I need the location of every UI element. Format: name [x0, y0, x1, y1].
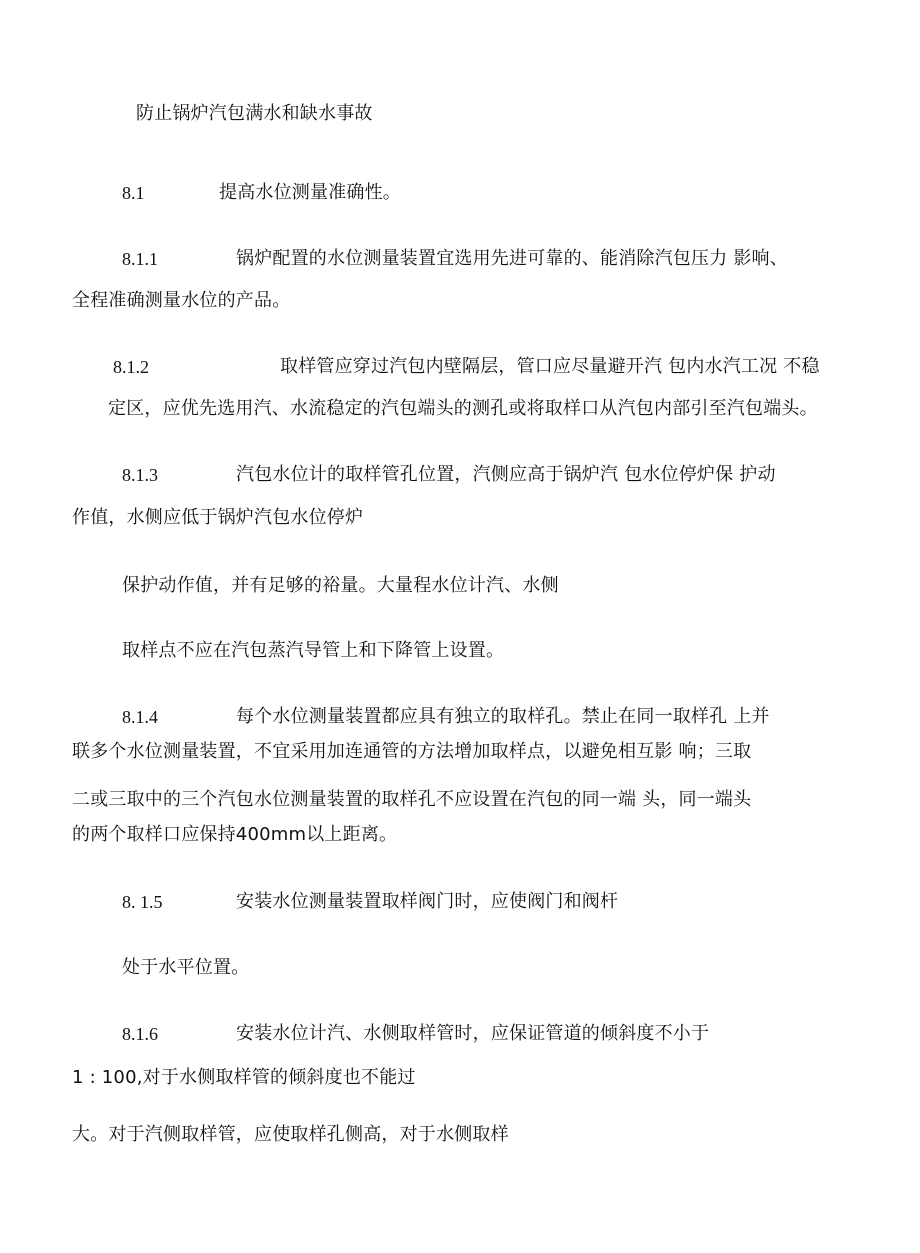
section-number-8-1-4: 8.1.4: [122, 707, 158, 727]
section-8-1-3-line-2: 作值，水侧应低于锅炉汽包水位停炉: [72, 507, 364, 528]
section-8-1-5-line-2: 处于水平位置。: [122, 957, 250, 978]
section-8-1-4-line-1: 每个水位测量装置都应具有独立的取样孔。禁止在同一取样孔 上并: [236, 706, 770, 727]
section-8-1-1-line-1: 锅炉配置的水位测量装置宜选用先进可靠的、能消除汽包压力 影响、: [236, 248, 788, 269]
section-8-1-text: 提高水位测量准确性。: [219, 182, 401, 203]
document-title: 防止锅炉汽包满水和缺水事故: [136, 103, 373, 124]
section-8-1-3-line-4: 取样点不应在汽包蒸汽导管上和下降管上设置。: [122, 640, 505, 661]
section-8-1-4-line-3: 二或三取中的三个汽包水位测量装置的取样孔不应设置在汽包的同一端 头，同一端头: [72, 789, 752, 810]
section-8-1-2-line-1: 取样管应穿过汽包内壁隔层，管口应尽量避开汽 包内水汽工况 不稳: [280, 356, 820, 377]
section-number-8-1: 8.1: [122, 183, 145, 203]
section-8-1-1-line-2: 全程准确测量水位的产品。: [72, 290, 291, 311]
section-number-8-1-3: 8.1.3: [122, 465, 158, 485]
section-8-1-3-line-3: 保护动作值，并有足够的裕量。大量程水位计汽、水侧: [122, 575, 559, 596]
section-8-1-6-line-1: 安装水位计汽、水侧取样管时，应保证管道的倾斜度不小于: [236, 1023, 710, 1044]
section-number-8-1-5: 8. 1.5: [122, 892, 163, 912]
section-8-1-4-line-4: 的两个取样口应保持400mm以上距离。: [72, 824, 398, 845]
section-8-1-2-line-2: 定区，应优先选用汽、水流稳定的汽包端头的测孔或将取样口从汽包内部引至汽包端头。: [108, 398, 818, 419]
section-number-8-1-6: 8.1.6: [122, 1024, 158, 1044]
section-8-1-3-line-1: 汽包水位计的取样管孔位置，汽侧应高于锅炉汽 包水位停炉保 护动: [236, 464, 776, 485]
section-number-8-1-2: 8.1.2: [113, 357, 149, 377]
section-8-1-5-line-1: 安装水位测量装置取样阀门时，应使阀门和阀杆: [236, 891, 619, 912]
section-number-8-1-1: 8.1.1: [122, 249, 158, 269]
section-8-1-6-line-3: 大。对于汽侧取样管，应使取样孔侧高，对于水侧取样: [72, 1124, 509, 1145]
section-8-1-6-line-2: 1 : 100,对于水侧取样管的倾斜度也不能过: [72, 1067, 416, 1088]
section-8-1-4-line-2: 联多个水位测量装置，不宜采用加连通管的方法增加取样点，以避免相互影 响；三取: [72, 741, 752, 762]
